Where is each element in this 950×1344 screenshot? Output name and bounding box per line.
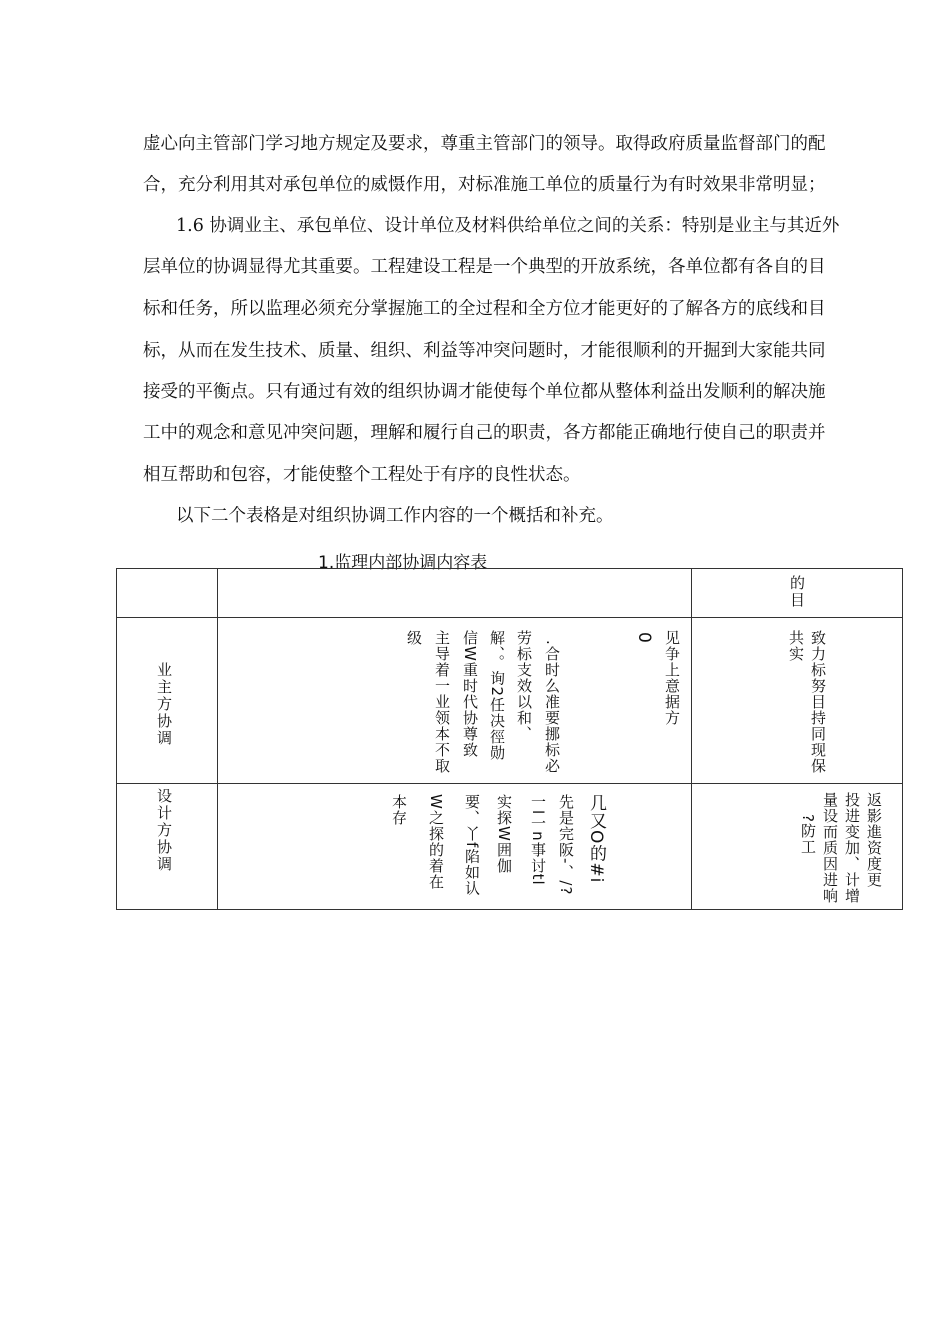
- text-line: 标，从而在发生技术、质量、组织、利益等冲突问题时，才能很顺利的开掘到大家能共同: [143, 341, 826, 361]
- purpose-col: 致力标努目持同现保: [809, 630, 827, 774]
- content-col: 级: [405, 630, 423, 646]
- content-col: 解、。询2任决徑勋: [488, 630, 506, 762]
- header-cell-purpose: [692, 569, 903, 618]
- content-col: 一l一n事讨tl: [529, 794, 547, 886]
- purpose-col: 量设而质因进响: [821, 792, 839, 904]
- coordination-table: [116, 568, 903, 910]
- table-caption: 1.监理内部协调内容表: [318, 553, 488, 573]
- table-header-row: [117, 569, 903, 618]
- table-row: [117, 618, 903, 784]
- text-line: 虚心向主管部门学习地方规定及要求，尊重主管部门的领导。取得政府质量监督部门的配: [143, 134, 826, 154]
- content-col: 信W重时代协尊致: [461, 630, 479, 758]
- row-label-cell: [117, 784, 218, 910]
- table-row: [117, 784, 903, 910]
- content-col: 见争上意据方: [663, 630, 681, 726]
- content-col: 主导着一业领本不取: [433, 630, 451, 774]
- text-line: 层单位的协调显得尤其重要。工程建设工程是一个典型的开放系统，各单位都有各自的目: [143, 257, 826, 277]
- content-col: 几又O的#i: [586, 794, 606, 884]
- content-col: 本存: [390, 794, 408, 826]
- text-line: 接受的平衡点。只有通过有效的组织协调才能使每个单位都从整体利益出发顺利的解决施: [143, 382, 826, 402]
- row-content-cell: [218, 618, 692, 784]
- text-line: 工中的观念和意见冲突问题，理解和履行自己的职责，各方都能正确地行使自己的职责并: [143, 423, 826, 443]
- content-col: 先是完阪-、/?: [557, 794, 575, 896]
- content-col: 要、丫f陷如认: [463, 794, 481, 897]
- text-line: 合，充分利用其对承包单位的威慑作用，对标准施工单位的质量行为有时效果非常明显；: [143, 175, 826, 195]
- row-label: 设计方协调: [155, 788, 173, 873]
- content-col: 实探W囲伽: [495, 794, 513, 874]
- purpose-col: ?防工: [799, 814, 817, 855]
- row-purpose-cell: [692, 784, 903, 910]
- text-line: 以下二个表格是对组织协调工作内容的一个概括和补充。: [176, 506, 614, 526]
- row-content-cell: [218, 784, 692, 910]
- content-col: .合时么准要挪标必: [543, 640, 561, 774]
- header-cell: [218, 569, 692, 618]
- text-line: 标和任务，所以监理必须充分掌握施工的全过程和全方位才能更好的了解各方的底线和目: [143, 299, 826, 319]
- purpose-col: 共实: [787, 630, 805, 662]
- row-label: 业主方协调: [155, 662, 173, 747]
- content-col: 0: [634, 632, 654, 644]
- purpose-col: 投进变加、计增: [843, 792, 861, 904]
- header-purpose-text: 的目: [788, 575, 806, 609]
- text-line: 相互帮助和包容，才能使整个工程处于有序的良性状态。: [143, 465, 581, 485]
- content-col: W之探的着在: [427, 794, 445, 890]
- row-purpose-cell: [692, 618, 903, 784]
- text-line: 1.6 协调业主、承包单位、设计单位及材料供给单位之间的关系：特别是业主与其近外: [176, 216, 840, 236]
- header-cell: [117, 569, 218, 618]
- row-label-cell: [117, 618, 218, 784]
- purpose-col: 返影進资度更: [865, 792, 883, 888]
- content-col: 劳标支效以和、: [515, 630, 533, 742]
